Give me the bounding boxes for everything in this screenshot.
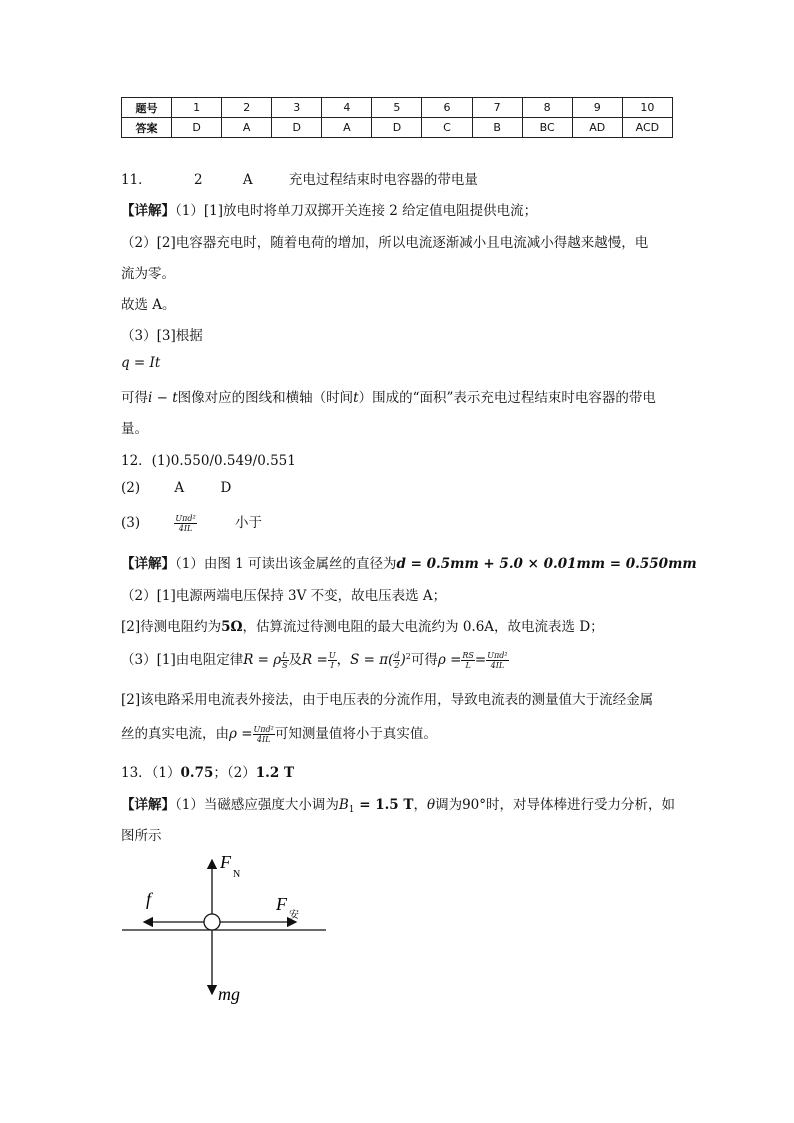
q11-detail-7 bbox=[121, 386, 656, 406]
f-label: f bbox=[146, 889, 152, 909]
text: （3）[1]由电阻定律 bbox=[121, 652, 244, 668]
denominator: 4IL bbox=[256, 735, 271, 744]
q11-detail-2: （2）[2]电容器充电时，随着电荷的增加，所以电流逐渐减小且电流减小得越来越慢，电 bbox=[121, 235, 649, 251]
q11-answer-2: A bbox=[242, 172, 253, 188]
q13-answer bbox=[121, 761, 294, 781]
q12-detail-3 bbox=[121, 615, 604, 635]
sub-number: (2) bbox=[121, 480, 141, 496]
text: 可得 bbox=[121, 390, 148, 406]
q11-detail-1 bbox=[121, 199, 537, 219]
q11-equation: q = It bbox=[121, 355, 161, 371]
table-cell: A bbox=[222, 118, 272, 138]
math: d = 0.5mm + 5.0 × 0.01mm = 0.550mm bbox=[396, 556, 697, 572]
math: R = bbox=[302, 652, 328, 668]
q11-detail-5: （3）[3]根据 bbox=[121, 328, 203, 344]
numerator: RS bbox=[462, 651, 474, 660]
q11-detail-8: 量。 bbox=[121, 421, 148, 437]
table-cell: C bbox=[422, 118, 472, 138]
fraction bbox=[253, 725, 275, 744]
answer: D bbox=[220, 480, 232, 496]
numerator: Uπd² bbox=[487, 651, 508, 660]
table-cell: 5 bbox=[372, 98, 422, 118]
fraction bbox=[486, 651, 508, 670]
text: 图像对应的图线和横轴（时间 bbox=[177, 390, 354, 406]
q13-detail-2: 图所示 bbox=[121, 828, 162, 844]
fraction bbox=[461, 651, 475, 670]
table-cell: 7 bbox=[472, 98, 522, 118]
text: 可得 bbox=[410, 652, 438, 668]
table-cell: B bbox=[472, 118, 522, 138]
answer-table bbox=[121, 97, 673, 138]
text: （1）由图 1 可读出该金属丝的直径为 bbox=[175, 556, 397, 572]
math: ρ = bbox=[437, 652, 462, 668]
q11-answer-1: 2 bbox=[193, 172, 203, 188]
math: = bbox=[474, 652, 487, 668]
table-cell: 3 bbox=[272, 98, 322, 118]
numerator: Uπd² bbox=[175, 514, 196, 523]
fn-subscript: N bbox=[233, 869, 241, 880]
text: 可知测量值将小于真实值。 bbox=[274, 726, 437, 742]
fn-label: F bbox=[220, 852, 231, 872]
q11-answer-line bbox=[121, 168, 478, 188]
q11-detail-4: 故选 A。 bbox=[121, 297, 176, 313]
math: θ bbox=[426, 797, 436, 813]
text: ， bbox=[336, 652, 351, 668]
table-cell: ACD bbox=[622, 118, 672, 138]
q12-answer-2 bbox=[121, 480, 231, 496]
table-cell: D bbox=[172, 118, 222, 138]
denominator: 4IL bbox=[490, 661, 505, 670]
table-cell: AD bbox=[572, 118, 622, 138]
answer: 1.2 T bbox=[255, 765, 294, 781]
table-header-label: 题号 bbox=[122, 98, 172, 118]
numerator: Uπd² bbox=[253, 725, 274, 734]
text: 时，对导体棒进行受力分析，如 bbox=[486, 797, 676, 813]
text: ；（2） bbox=[213, 765, 256, 781]
table-cell: D bbox=[272, 118, 322, 138]
text: ，估算流过待测电阻的最大电流约为 0.6A，故电流表选 D； bbox=[242, 619, 604, 635]
math: 5Ω bbox=[221, 619, 243, 635]
text: 调为 bbox=[435, 797, 463, 813]
text: （1）当磁感应强度大小调为 bbox=[175, 797, 339, 813]
q12-detail-6 bbox=[121, 722, 437, 744]
numerator: L bbox=[282, 651, 288, 660]
sub-number: (3) bbox=[121, 515, 141, 531]
q12-detail-5: [2]该电路采用电流表外接法，由于电压表的分流作用，导致电流表的测量值大于流经金属 bbox=[121, 692, 654, 708]
q13-detail-1 bbox=[121, 793, 675, 815]
conductor-rod-icon bbox=[204, 914, 220, 930]
math: ) bbox=[400, 652, 406, 668]
q12-detail-4 bbox=[121, 648, 509, 670]
detail-tag: 【详解】 bbox=[121, 556, 175, 572]
math: S = π( bbox=[350, 652, 394, 668]
answer: 0.75 bbox=[180, 765, 214, 781]
math: t bbox=[353, 390, 359, 406]
answer: 小于 bbox=[235, 515, 263, 531]
q11-detail-3: 流为零。 bbox=[121, 266, 175, 282]
denominator: S bbox=[282, 661, 288, 670]
mg-label: mg bbox=[218, 984, 240, 1004]
q11-answer-3: 充电过程结束时电容器的带电量 bbox=[288, 172, 478, 188]
q12-answer-3 bbox=[121, 511, 262, 533]
detail-text: （1）[1]放电时将单刀双掷开关连接 2 给定值电阻提供电流； bbox=[175, 203, 538, 219]
table-cell: 1 bbox=[172, 98, 222, 118]
table-cell: 9 bbox=[572, 98, 622, 118]
table-cell: 10 bbox=[622, 98, 672, 118]
text: [2]待测电阻约为 bbox=[121, 619, 222, 635]
denominator: 4IL bbox=[178, 524, 193, 533]
math: ρ = bbox=[229, 726, 253, 742]
numerator: U bbox=[328, 651, 336, 660]
table-cell: D bbox=[372, 118, 422, 138]
fan-label: F bbox=[276, 894, 287, 914]
table-cell: 8 bbox=[522, 98, 572, 118]
table-cell: A bbox=[322, 118, 372, 138]
text: 丝的真实电流，由 bbox=[121, 726, 229, 742]
fraction bbox=[328, 651, 337, 670]
q12-detail-1 bbox=[121, 552, 697, 572]
table-row-answers bbox=[122, 118, 673, 138]
detail-tag: 【详解】 bbox=[121, 203, 175, 219]
force-diagram bbox=[118, 850, 338, 1010]
table-cell: BC bbox=[522, 118, 572, 138]
denominator: 2 bbox=[394, 661, 400, 670]
table-cell: 2 bbox=[222, 98, 272, 118]
fraction bbox=[281, 651, 288, 670]
table-cell: 4 bbox=[322, 98, 372, 118]
math: B bbox=[338, 797, 349, 813]
math: = 1.5 T bbox=[354, 797, 414, 813]
denominator: I bbox=[330, 661, 334, 670]
numerator: d bbox=[394, 651, 400, 660]
q12-answer-1: 12．(1)0.550/0.549/0.551 bbox=[121, 453, 296, 469]
fraction bbox=[174, 514, 196, 533]
table-answer-label: 答案 bbox=[122, 118, 172, 138]
table-row-numbers bbox=[122, 98, 673, 118]
subscript: 1 bbox=[348, 805, 355, 815]
exponent: 2 bbox=[405, 652, 411, 661]
math: R = ρ bbox=[243, 652, 282, 668]
text: ， bbox=[413, 797, 427, 813]
text: 13．（1） bbox=[121, 765, 181, 781]
q11-number: 11． bbox=[121, 172, 152, 188]
fan-subscript: 安 bbox=[289, 910, 299, 921]
text: ）围成的“面积”表示充电过程结束时电容器的带电 bbox=[358, 390, 656, 406]
text: 及 bbox=[288, 652, 303, 668]
math: i − t bbox=[148, 390, 178, 406]
denominator: L bbox=[465, 661, 471, 670]
answer: A bbox=[174, 480, 185, 496]
table-cell: 6 bbox=[422, 98, 472, 118]
q12-detail-2: （2）[1]电源两端电压保持 3V 不变，故电压表选 A； bbox=[121, 588, 447, 604]
math: 90° bbox=[462, 797, 487, 813]
detail-tag: 【详解】 bbox=[121, 797, 175, 813]
